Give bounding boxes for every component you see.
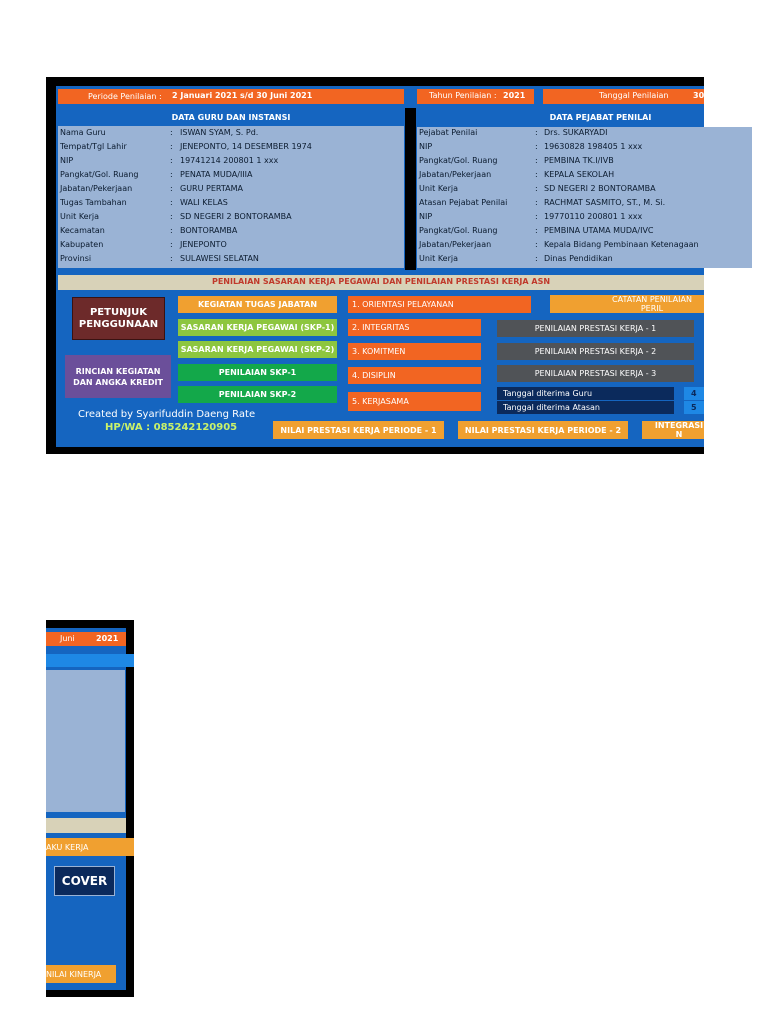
perilaku-kerja-button[interactable]: AKU KERJA <box>46 838 134 856</box>
guru-row <box>58 212 404 225</box>
guru-row-value[interactable]: WALI KELAS <box>180 198 228 207</box>
periode-value: 2 Januari 2021 s/d 30 Juni 2021 <box>172 91 313 100</box>
tanggal-guru-value[interactable]: 4 <box>684 387 704 400</box>
guru-row-colon: : <box>170 198 173 207</box>
pejabat-row-label: Jabatan/Pekerjaan <box>419 240 492 249</box>
pejabat-row-value[interactable]: PEMBINA TK.I/IVB <box>544 156 614 165</box>
pejabat-row-label: NIP <box>419 142 433 151</box>
credit-hp: HP/WA : 085242120905 <box>105 422 238 433</box>
kegiatan-button[interactable]: KEGIATAN TUGAS JABATAN <box>178 296 337 313</box>
petunjuk-button[interactable]: PETUNJUK PENGGUNAAN <box>72 297 165 340</box>
pejabat-row-label: Pangkat/Gol. Ruang <box>419 226 498 235</box>
main-title: PENILAIAN SASARAN KERJA PEGAWAI DAN PENILAIAN PRESTASI KERJA ASN <box>211 277 551 286</box>
guru-row-colon: : <box>170 212 173 221</box>
guru-row-colon: : <box>170 142 173 151</box>
guru-row-label: Provinsi <box>60 254 92 263</box>
tahun-label: Tahun Penilaian : <box>429 91 497 100</box>
guru-row-label: Tempat/Tgl Lahir <box>60 142 127 151</box>
pejabat-row-value[interactable]: SD NEGERI 2 BONTORAMBA <box>544 184 656 193</box>
guru-row-value[interactable]: SULAWESI SELATAN <box>180 254 259 263</box>
pejabat-row-value[interactable]: Drs. SUKARYADI <box>544 128 608 137</box>
pejabat-row <box>417 170 752 183</box>
pejabat-row-label: Pangkat/Gol. Ruang <box>419 156 498 165</box>
guru-row-value[interactable]: JENEPONTO <box>180 240 227 249</box>
guru-row-colon: : <box>170 254 173 263</box>
skp2-button[interactable]: SASARAN KERJA PEGAWAI (SKP-2) <box>178 341 337 358</box>
pejabat-row <box>417 156 752 169</box>
kerjasama-button[interactable]: 5. KERJASAMA <box>348 392 481 411</box>
periode-label: Periode Penilaian : <box>88 92 162 101</box>
guru-row <box>58 198 404 211</box>
pejabat-row <box>417 184 752 197</box>
tahun-value: 2021 <box>503 91 526 100</box>
periode-bar <box>58 89 404 104</box>
bottom-year: 2021 <box>96 634 119 643</box>
guru-row-label: Tugas Tambahan <box>60 198 127 207</box>
tanggal-guru-label: Tanggal diterima Guru <box>497 387 674 400</box>
pejabat-row-label: Unit Kerja <box>419 254 459 263</box>
nilai-kinerja-button[interactable]: NILAI KINERJA <box>46 965 116 983</box>
tanggal-atasan-label: Tanggal diterima Atasan <box>497 401 674 414</box>
integritas-button[interactable]: 2. INTEGRITAS <box>348 319 481 336</box>
tanggal-label: Tanggal Penilaian <box>599 91 669 100</box>
disiplin-button[interactable]: 4. DISIPLIN <box>348 367 481 384</box>
bottom-title-band <box>46 818 126 833</box>
bottom-month: Juni <box>60 634 75 643</box>
guru-row-value[interactable]: JENEPONTO, 14 DESEMBER 1974 <box>180 142 312 151</box>
pejabat-row-value[interactable]: Kepala Bidang Pembinaan Ketenagaan <box>544 240 699 249</box>
guru-row <box>58 240 404 253</box>
integrasi-button[interactable]: INTEGRASI N <box>642 421 704 439</box>
pejabat-row <box>417 212 752 225</box>
cover-button[interactable]: COVER <box>54 866 115 896</box>
credit-created: Created by Syarifuddin Daeng Rate <box>78 409 256 420</box>
guru-row-label: Pangkat/Gol. Ruang <box>60 170 139 179</box>
pejabat-row-label: Atasan Pejabat Penilai <box>419 198 508 207</box>
orientasi-button[interactable]: 1. ORIENTASI PELAYANAN <box>348 296 531 313</box>
pejabat-row <box>417 128 752 141</box>
tanggal-atasan-value[interactable]: 5 <box>684 401 704 414</box>
pejabat-row <box>417 240 752 253</box>
skp1-button[interactable]: SASARAN KERJA PEGAWAI (SKP-1) <box>178 319 337 336</box>
ppk3-button[interactable]: PENILAIAN PRESTASI KERJA - 3 <box>497 365 694 382</box>
pejabat-row <box>417 142 752 155</box>
pejabat-row-label: Unit Kerja <box>419 184 459 193</box>
pejabat-row-colon: : <box>535 198 538 207</box>
pejabat-row-value[interactable]: 19770110 200801 1 xxx <box>544 212 643 221</box>
guru-row-label: Nama Guru <box>60 128 106 137</box>
pejabat-row-label: Jabatan/Pekerjaan <box>419 170 492 179</box>
guru-row-colon: : <box>170 226 173 235</box>
pejabat-row-colon: : <box>535 170 538 179</box>
pejabat-row-value[interactable]: RACHMAT SASMITO, ST., M. Si. <box>544 198 666 207</box>
panel-divider <box>405 108 416 270</box>
guru-row-colon: : <box>170 184 173 193</box>
pejabat-row-value[interactable]: KEPALA SEKOLAH <box>544 170 615 179</box>
nilai-periode2-button[interactable]: NILAI PRESTASI KERJA PERIODE - 2 <box>458 421 628 439</box>
pejabat-row-colon: : <box>535 226 538 235</box>
pejabat-rows <box>417 127 752 267</box>
pejabat-row-colon: : <box>535 254 538 263</box>
pejabat-row-value[interactable]: 19630828 198405 1 xxx <box>544 142 643 151</box>
guru-row-label: Unit Kerja <box>60 212 100 221</box>
pejabat-row <box>417 198 752 211</box>
bottom-panel <box>46 670 125 812</box>
pejabat-row <box>417 226 752 239</box>
guru-row <box>58 226 404 239</box>
guru-row-value[interactable]: PENATA MUDA/IIIA <box>180 170 253 179</box>
guru-row <box>58 142 404 155</box>
guru-row <box>58 156 404 169</box>
rincian-button[interactable]: RINCIAN KEGIATAN DAN ANGKA KREDIT <box>65 355 171 398</box>
guru-rows <box>58 127 404 267</box>
pejabat-row-colon: : <box>535 212 538 221</box>
guru-row-value[interactable]: GURU PERTAMA <box>180 184 243 193</box>
pejabat-row-colon: : <box>535 240 538 249</box>
ppk1-button[interactable]: PENILAIAN PRESTASI KERJA - 1 <box>497 320 694 337</box>
catatan-button[interactable]: CATATAN PENILAIAN PERIL <box>550 295 704 313</box>
guru-row-colon: : <box>170 240 173 249</box>
guru-row <box>58 254 404 267</box>
pejabat-row-label: Pejabat Penilai <box>419 128 478 137</box>
nilai-periode1-button[interactable]: NILAI PRESTASI KERJA PERIODE - 1 <box>273 421 444 439</box>
guru-row-value[interactable]: 19741214 200801 1 xxx <box>180 156 279 165</box>
tanggal-bar <box>543 89 704 104</box>
guru-row-label: Jabatan/Pekerjaan <box>60 184 133 193</box>
guru-row-value[interactable]: SD NEGERI 2 BONTORAMBA <box>180 212 292 221</box>
guru-row-colon: : <box>170 170 173 179</box>
pejabat-row-label: NIP <box>419 212 433 221</box>
guru-row-colon: : <box>170 156 173 165</box>
pejabat-row-value[interactable]: Dinas Pendidikan <box>544 254 613 263</box>
bottom-top-bar <box>46 632 126 646</box>
pejabat-row-colon: : <box>535 156 538 165</box>
pejabat-row-colon: : <box>535 128 538 137</box>
guru-row <box>58 184 404 197</box>
ppk2-button[interactable]: PENILAIAN PRESTASI KERJA - 2 <box>497 343 694 360</box>
guru-row-value[interactable]: ISWAN SYAM, S. Pd. <box>180 128 259 137</box>
guru-row-label: Kabupaten <box>60 240 104 249</box>
guru-row-label: Kecamatan <box>60 226 105 235</box>
guru-row-colon: : <box>170 128 173 137</box>
guru-row-value[interactable]: BONTORAMBA <box>180 226 238 235</box>
penilaian-skp2-button[interactable]: PENILAIAN SKP-2 <box>178 386 337 403</box>
guru-row <box>58 128 404 141</box>
guru-row-label: NIP <box>60 156 74 165</box>
penilaian-skp1-button[interactable]: PENILAIAN SKP-1 <box>178 364 337 381</box>
tahun-bar <box>417 89 534 104</box>
pejabat-header: DATA PEJABAT PENILAI <box>549 112 652 122</box>
pejabat-row-value[interactable]: PEMBINA UTAMA MUDA/IVC <box>544 226 654 235</box>
pejabat-row-colon: : <box>535 142 538 151</box>
komitmen-button[interactable]: 3. KOMITMEN <box>348 343 481 360</box>
guru-header: DATA GURU DAN INSTANSI <box>171 112 291 122</box>
pejabat-row-colon: : <box>535 184 538 193</box>
pejabat-row <box>417 254 752 267</box>
guru-row <box>58 170 404 183</box>
bottom-header-strip <box>46 654 134 667</box>
tanggal-value: 30 <box>693 91 705 100</box>
